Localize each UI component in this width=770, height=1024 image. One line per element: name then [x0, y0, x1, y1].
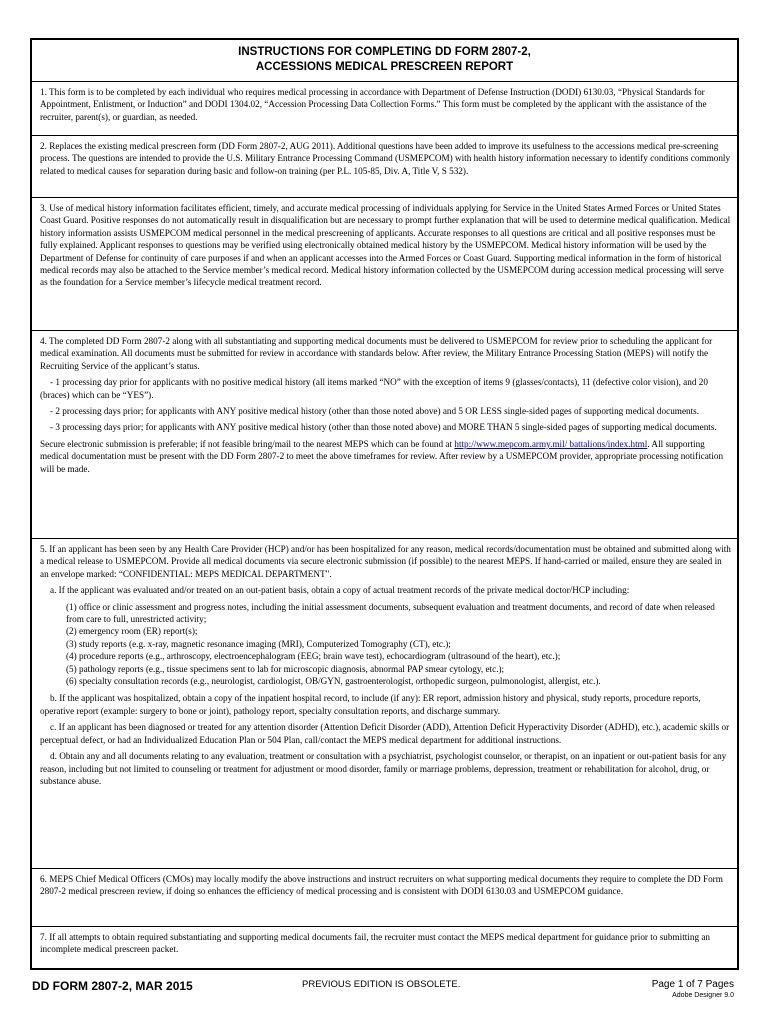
- list-item: (6) specialty consultation records (e.g., neurologist, cardiologist, OB/GYN, gastroenterologist, orthopedic surgeon, pulmonologist, allergist, etc.).: [66, 676, 601, 687]
- section-2-text: 2. Replaces the existing medical prescreen form (DD Form 2807-2, AUG 2011). Additional questions have been added to improve its usefulness to the accessions medical pre-screening process. The questions are intended to provide the U.S. Military Entrance Processing Command (USMEPCOM) with health history information necessary to identify conditions commonly related to medical causes for separation during basic and follow-on training (per P.L. 105-85, Div. A, Title V, S 532).: [40, 141, 731, 176]
- section-4-bullet-1: - 1 processing day prior for applicants with no positive medical history (all items marked “NO” with the exception of items 9 (glasses/contacts), 11 (defective color vision), and 20 (braces) which can be “YES”).: [40, 377, 708, 400]
- section-3-text: 3. Use of medical history information facilitates efficient, timely, and accurate medical processing of individuals applying for Service in the United States Armed Forces or United States Coast Guard. Positive responses do not automatically result in disqualification but are necessary to prompt further explanation that will be used to determine medical qualification. Medical history information assists USMEPCOM medical personnel in the medical prescreening of applicants. Accurate responses to all questions are critical and all positive responses must be fully explained. Applicant responses to questions may be verified using electronically obtained medical history by the USMEPCOM. Medical history information will be used by the Department of Defense for continuity of care purposes if and when an applicant accesses into the Armed Forces or Coast Guard. Supporting medical information in the form of historical medical records may also be attached to the Service member’s medical record. Medical history information collected by the USMEPCOM during accession medical processing will serve as the foundation for a Service member’s lifecycle medical treatment record.: [40, 203, 731, 288]
- software-note: Adobe Designer 9.0: [672, 992, 734, 999]
- section-5-a: a. If the applicant was evaluated and/or treated on an out-patient basis, obtain a copy of actual treatment records of the private medical doctor/HCP including:: [50, 585, 630, 596]
- outpatient-records-list: [40, 601, 731, 688]
- section-1: [32, 82, 737, 136]
- section-5: [32, 539, 737, 869]
- section-6: [32, 869, 737, 927]
- list-item: (4) procedure reports (e.g., arthroscopy, electroencephalogram (EEG; brain wave test), echocardiogram (ultrasound of the heart), etc.);: [66, 651, 561, 662]
- form-title: [32, 40, 737, 82]
- section-5-b: b. If the applicant was hospitalized, obtain a copy of the inpatient hospital record, to include (if any): ER report, admission history and physical, study reports, procedure reports, operative report (example: surgery to bone or joint), pathology report, specialty consultation reports, and discharge summary.: [40, 693, 701, 716]
- form-id: DD FORM 2807-2, MAR 2015: [32, 979, 193, 993]
- previous-edition-note: PREVIOUS EDITION IS OBSOLETE.: [302, 979, 461, 990]
- secure-text-post: . All supporting medical documentation must be present with the DD Form 2807-2 to meet the above timeframes for review. After review by a USMEPCOM provider, appropriate processing notification will be made.: [40, 438, 724, 474]
- section-5-intro: 5. If an applicant has been seen by any Health Care Provider (HCP) and/or has been hospitalized for any reason, medical records/documentation must be obtained and submitted along with a medical release to USMEPCOM. Provide all medical documents via secure electronic submission (if possible) to the nearest MEPS. If hand-carried or mailed, ensure they are sealed in an envelope marked: “CONFIDENTIAL: MEPS MEDICAL DEPARTMENT".: [40, 544, 731, 579]
- meps-locator-link[interactable]: http://www.mepcom.army.mil/ battalions/index.html: [454, 438, 648, 449]
- list-item: (2) emergency room (ER) report(s);: [66, 626, 198, 637]
- section-1-text: 1. This form is to be completed by each individual who requires medical processing in accordance with Department of Defense Instruction (DODI) 6130.03, “Physical Standards for Appointment, Enlistment, or Induction” and DODI 1304.02, “Accession Processing Data Collection Forms.” This form must be completed by the applicant with the assistance of the recruiter, parent(s), or guardian, as needed.: [40, 87, 707, 122]
- section-4-bullet-2: - 2 processing days prior; for applicants with ANY positive medical history (other than those noted above) and 5 OR LESS single-sided pages of supporting medical documents.: [50, 406, 700, 417]
- section-4-secure: [40, 438, 731, 475]
- title-line-2: ACCESSIONS MEDICAL PRESCREEN REPORT: [255, 61, 514, 73]
- list-item: (1) office or clinic assessment and progress notes, including the initial assessment documents, subsequent evaluation and treatment documents, and record of date when released from care to full, unrestricted activity;: [66, 601, 715, 625]
- section-7: [32, 927, 737, 968]
- section-5-c: c. If an applicant has been diagnosed or treated for any attention disorder (Attention Deficit Disorder (ADD), Attention Deficit Hyperactivity Disorder (ADHD), etc.), academic skills or perceptual defect, or had an Individualized Education Plan or 504 Plan, call/contact the MEPS medical department for additional instructions.: [40, 722, 730, 745]
- section-4: [32, 331, 737, 539]
- section-4-bullet-3: - 3 processing days prior; for applicants with ANY positive medical history (other than those noted above) and MORE THAN 5 single-sided pages of supporting medical documents.: [50, 422, 717, 433]
- title-line-1: INSTRUCTIONS FOR COMPLETING DD FORM 2807-2,: [238, 46, 531, 58]
- form-page: [30, 38, 739, 970]
- list-item: (5) pathology reports (e.g., tissue specimens sent to lab for microscopic diagnosis, abnormal PAP smear cytology, etc.);: [66, 663, 505, 674]
- list-item: (3) study reports (e.g. x-ray, magnetic resonance imaging (MRI), Computerized Tomography (CT), etc.);: [66, 638, 451, 649]
- page-count: Page 1 of 7 Pages: [651, 979, 734, 990]
- section-6-text: 6. MEPS Chief Medical Officers (CMOs) may locally modify the above instructions and instruct recruiters on what supporting medical documents they require to complete the DD Form 2807-2 medical prescreen review, if doing so enhances the efficiency of medical processing and is consistent with DODI 6130.03 and USMEPCOM guidance.: [40, 874, 723, 897]
- section-7-text: 7. If all attempts to obtain required substantiating and supporting medical documents fail, the recruiter must contact the MEPS medical department for guidance prior to submitting an incomplete medical prescreen packet.: [40, 932, 711, 955]
- section-2: [32, 136, 737, 198]
- section-5-d: d. Obtain any and all documents relating to any evaluation, treatment or consultation with a psychiatrist, psychologist counselor, or therapist, on an inpatient or out-patient basis for any reason, including but not limited to counseling or treatment for adjustment or mood disorder, family or marriage problems, depression, treatment or rehabilitation for alcohol, drug, or substance abuse.: [40, 751, 727, 786]
- secure-text-pre: Secure electronic submission is preferable; if not feasible bring/mail to the nearest MEPS which can be found at: [40, 438, 455, 449]
- form-footer: [32, 977, 740, 1017]
- section-4-intro: 4. The completed DD Form 2807-2 along with all substantiating and supporting medical documents must be delivered to USMEPCOM for review prior to scheduling the applicant for medical examination. All documents must be submitted for review in accordance with standards below. After review, the Military Entrance Processing Station (MEPS) will notify the Recruiting Service of the applicant’s status.: [40, 336, 713, 371]
- section-3: [32, 198, 737, 331]
